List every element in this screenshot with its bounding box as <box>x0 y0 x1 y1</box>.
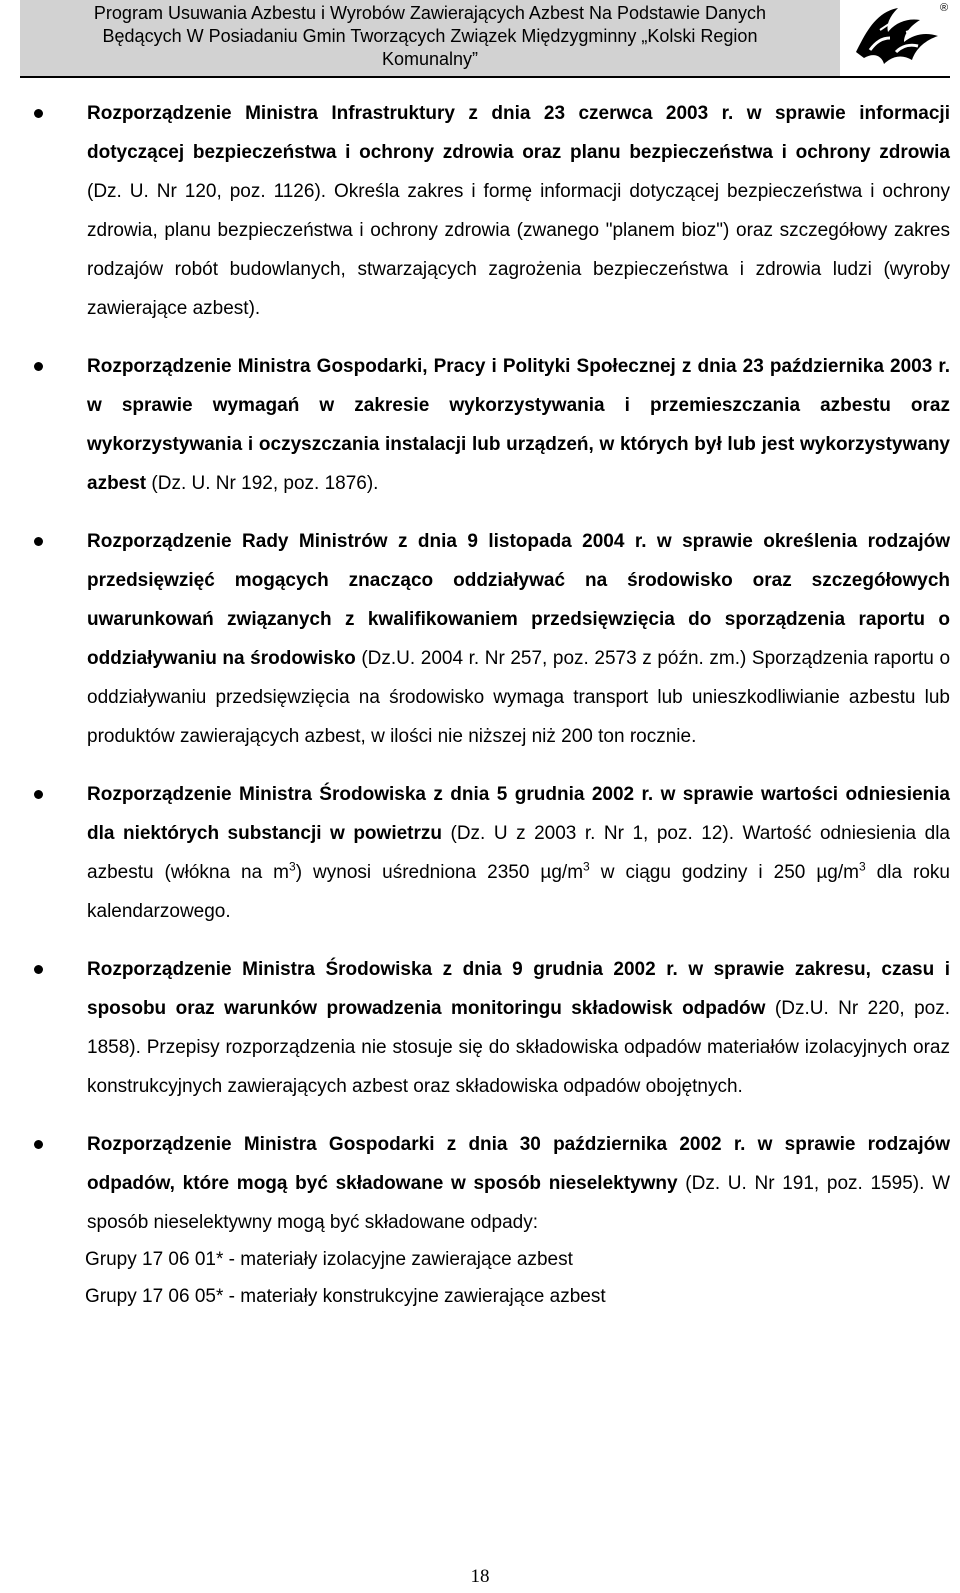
superscript: 3 <box>289 859 296 874</box>
regulation-item-3 <box>0 522 960 756</box>
regulation-title: Rozporządzenie Ministra Środowiska z dnia 9 grudnia 2002 r. w sprawie zakresu, czasu i sposobu oraz warunków prowadzenia monitoringu składowisk odpadów <box>87 959 950 1019</box>
superscript: 3 <box>583 859 590 874</box>
regulation-text-b: ) wynosi uśredniona 2350 µg/m <box>295 862 584 883</box>
regulation-title: Rozporządzenie Ministra Gospodarki z dnia 30 października 2002 r. w sprawie rodzajów odpadów, które mogą być składowane w sposób nieselektywny <box>87 1134 950 1194</box>
header-title <box>20 2 840 71</box>
regulation-item-1 <box>0 94 960 328</box>
regulation-title: Rozporządzenie Ministra Środowiska z dnia 5 grudnia 2002 r. w sprawie wartości odniesienia dla niektórych substancji w powietrzu <box>87 784 950 844</box>
bullet-icon <box>34 1140 43 1149</box>
kolski-region-logo-icon <box>846 2 952 74</box>
page-header <box>0 0 960 76</box>
regulation-text-d: dla roku kalendarzowego. <box>87 862 950 922</box>
regulation-item-4 <box>0 775 960 931</box>
bullet-icon <box>34 109 43 118</box>
regulation-text: (Dz.U. Nr 220, poz. 1858). Przepisy rozporządzenia nie stosuje się do składowiska odpadów materiałów izolacyjnych oraz konstrukcyjnych zawierających azbest oraz składowiska odpadów obojętnych. <box>87 998 950 1097</box>
header-title-line1: Program Usuwania Azbestu i Wyrobów Zawierających Azbest Na Podstawie Danych <box>93 3 767 23</box>
regulation-title: Rozporządzenie Ministra Gospodarki, Pracy i Polityki Społecznej z dnia 23 października 2003 r. w sprawie wymagań w zakresie wykorzystywania i przemieszczania azbestu oraz wykorzystywania i oczyszczania instalacji lub urządzeń, w których był lub jest wykorzystywany azbest <box>87 356 950 494</box>
regulation-text: (Dz.U. 2004 r. Nr 257, poz. 2573 z późn. zm.) Sporządzenia raportu o oddziaływaniu przedsięwzięcia na środowisko wymaga transport lub unieszkodliwianie azbestu lub produktów zawierających azbest, w ilości nie niższej niż 200 ton rocznie. <box>87 648 951 747</box>
regulation-text: (Dz. U. Nr 191, poz. 1595). W sposób nieselektywny mogą być składowane odpady: <box>87 1173 951 1233</box>
bullet-icon <box>34 537 43 546</box>
regulation-text: (Dz. U. Nr 120, poz. 1126). Określa zakres i formę informacji dotyczącej bezpieczeństwa i ochrony zdrowia, planu bezpieczeństwa i ochrony zdrowia (zwanego "planem bioz") oraz szczegółowy zakres rodzajów robót budowlanych, stwarzających zagrożenia bezpieczeństwa i zdrowia ludzi (wyroby zawierające azbest). <box>87 181 950 319</box>
bullet-icon <box>34 965 43 974</box>
bullet-icon <box>34 362 43 371</box>
regulation-title: Rozporządzenie Rady Ministrów z dnia 9 listopada 2004 r. w sprawie określenia rodzajów przedsięwzięć mogących znacząco oddziaływać na środowisko oraz szczegółowych uwarunkowań związanych z kwalifikowaniem przedsięwzięcia do sporządzenia raportu o oddziaływaniu na środowisko <box>87 531 950 669</box>
regulation-text-a: (Dz. U z 2003 r. Nr 1, poz. 12). Wartość odniesienia dla azbestu (włókna na m <box>87 823 950 883</box>
waste-group-2: Grupy 17 06 05* - materiały konstrukcyjne zawierające azbest <box>85 1286 606 1307</box>
regulation-title: Rozporządzenie Ministra Infrastruktury z dnia 23 czerwca 2003 r. w sprawie informacji dotyczącej bezpieczeństwa i ochrony zdrowia oraz planu bezpieczeństwa i ochrony zdrowia <box>87 103 950 163</box>
document-body <box>0 94 960 1316</box>
registered-mark: ® <box>940 2 949 14</box>
regulation-text-c: w ciągu godziny i 250 µg/m <box>589 862 859 883</box>
bullet-icon <box>34 790 43 799</box>
header-title-line3: Komunalny” <box>381 49 479 69</box>
header-title-line2: Będących W Posiadaniu Gmin Tworzących Związek Międzygminny „Kolski Region <box>102 26 758 46</box>
header-divider <box>20 76 950 78</box>
regulation-text: (Dz. U. Nr 192, poz. 1876). <box>146 473 379 494</box>
regulation-item-2 <box>0 347 960 503</box>
superscript: 3 <box>858 859 866 874</box>
page-number: 18 <box>470 1566 490 1587</box>
regulation-item-6 <box>0 1125 960 1242</box>
regulation-item-5 <box>0 950 960 1106</box>
waste-group-1: Grupy 17 06 01* - materiały izolacyjne zawierające azbest <box>85 1249 573 1270</box>
